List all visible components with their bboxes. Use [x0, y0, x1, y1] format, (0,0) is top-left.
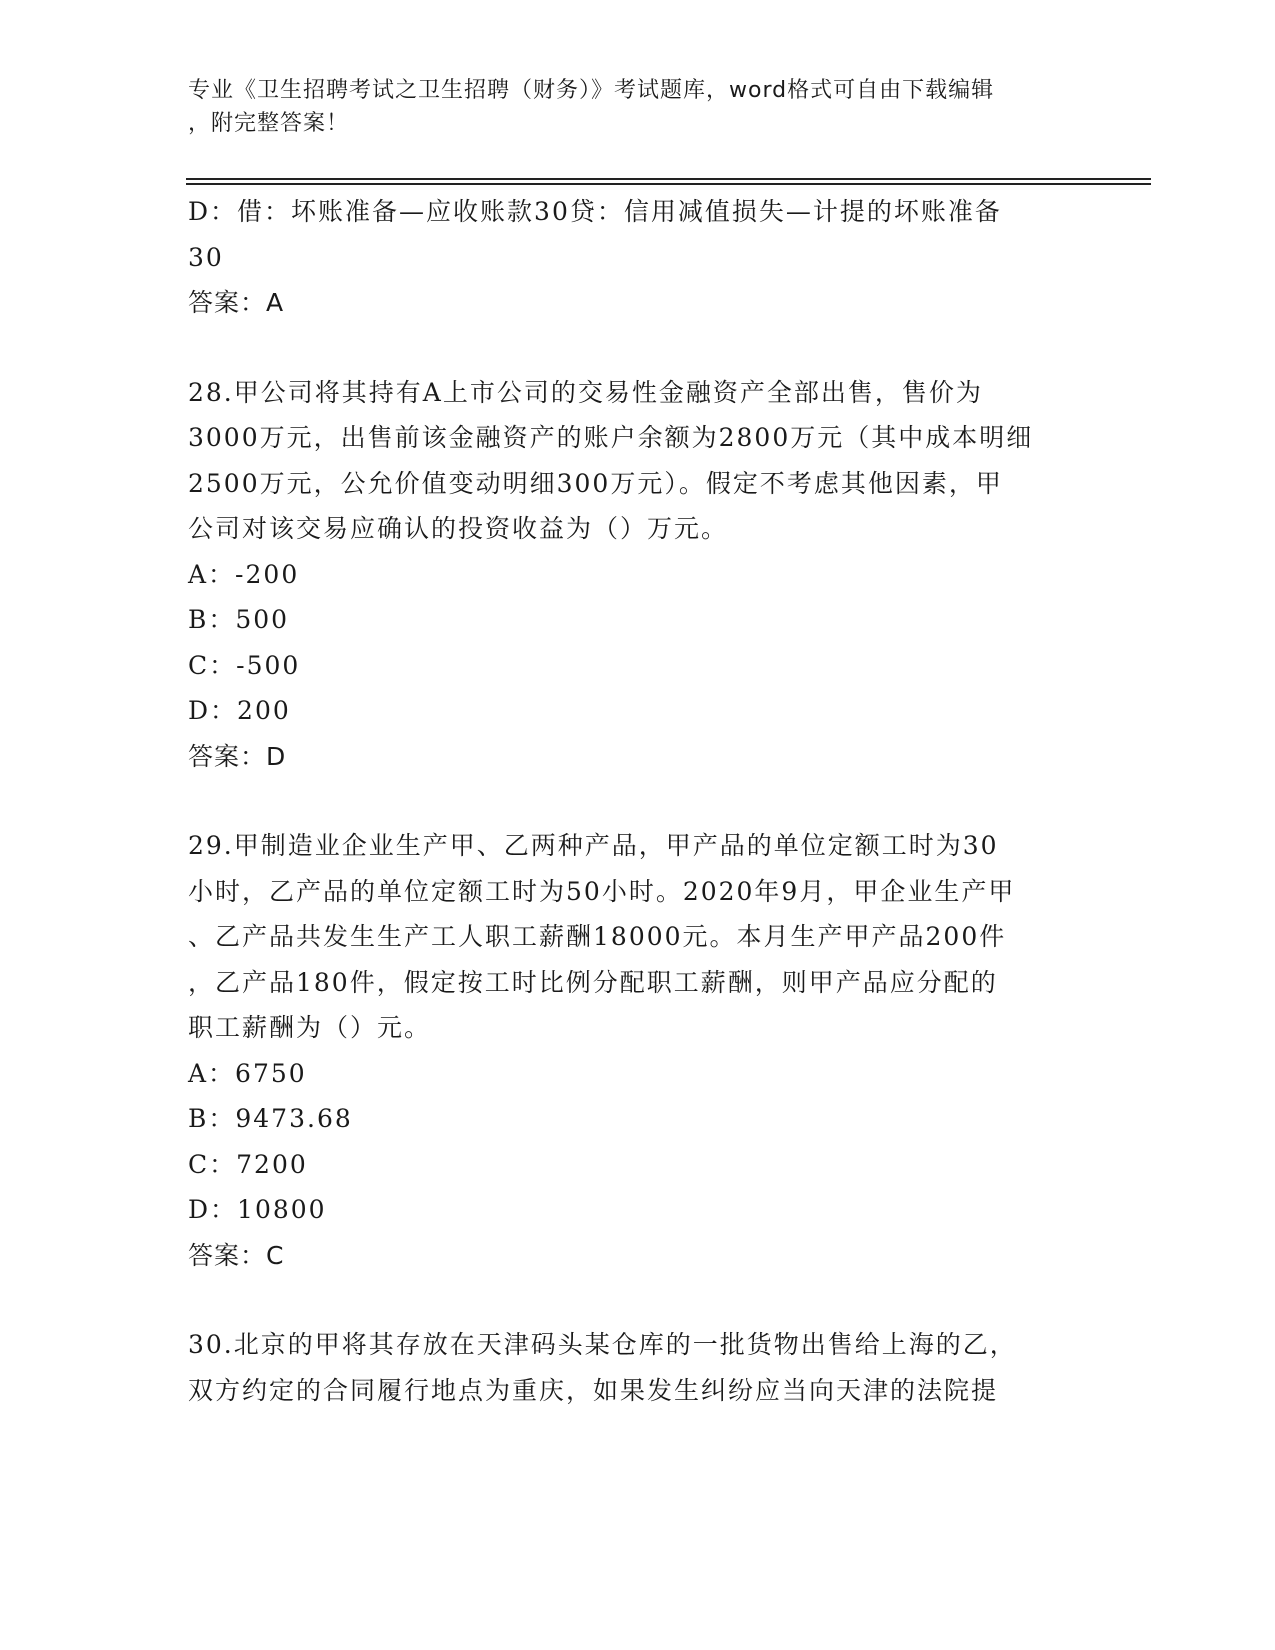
answer: 答案：C: [188, 1240, 285, 1270]
option-a: A：-200: [188, 559, 300, 589]
prev-question: [188, 189, 1088, 326]
header-line-1: 专业《卫生招聘考试之卫生招聘（财务）》考试题库，word格式可自由下载编辑: [188, 78, 995, 103]
question-stem-line: 双方约定的合同履行地点为重庆，如果发生纠纷应当向天津的法院提: [188, 1375, 999, 1405]
question-stem-line: 、乙产品共发生生产工人职工薪酬18000元。本月生产甲产品200件: [188, 922, 1007, 951]
spacer: [188, 1278, 1088, 1322]
option-d: D：借：坏账准备—应收账款30贷：信用减值损失—计提的坏账准备: [188, 197, 1002, 226]
question-stem-line: 3000万元，出售前该金融资产的账户余额为2800万元（其中成本明细: [188, 423, 1034, 452]
question-stem-line: ，乙产品180件，假定按工时比例分配职工薪酬，则甲产品应分配的: [188, 967, 998, 997]
option-a: A：6750: [188, 1058, 307, 1088]
question-28: [188, 370, 1088, 780]
spacer: [188, 326, 1088, 370]
document-body: [188, 189, 1088, 1413]
answer: 答案：D: [188, 741, 287, 771]
option-d-continued: 30: [188, 242, 224, 272]
option-b: B：9473.68: [188, 1104, 353, 1133]
question-stem-line: 28.甲公司将其持有A上市公司的交易性金融资产全部出售，售价为: [188, 377, 983, 407]
question-stem-line: 30.北京的甲将其存放在天津码头某仓库的一批货物出售给上海的乙，: [188, 1330, 1017, 1359]
question-stem-line: 29.甲制造业企业生产甲、乙两种产品，甲产品的单位定额工时为30: [188, 831, 999, 860]
question-stem-line: 职工薪酬为（）元。: [188, 1013, 432, 1042]
answer: 答案：A: [188, 288, 285, 317]
document-header: [188, 74, 1068, 140]
header-rule-top: [186, 178, 1151, 180]
question-29: [188, 823, 1088, 1278]
option-b: B：500: [188, 605, 290, 634]
question-stem-line: 2500万元，公允价值变动明细300万元）。假定不考虑其他因素，甲: [188, 468, 1003, 498]
option-c: C：-500: [188, 650, 301, 680]
option-c: C：7200: [188, 1149, 308, 1179]
option-d: D：10800: [188, 1195, 327, 1224]
spacer: [188, 779, 1088, 823]
option-d: D：200: [188, 696, 291, 725]
header-rule-bottom: [186, 183, 1151, 185]
question-stem-line: 公司对该交易应确认的投资收益为（）万元。: [188, 514, 729, 543]
question-stem-line: 小时，乙产品的单位定额工时为50小时。2020年9月，甲企业生产甲: [188, 876, 1016, 906]
question-30: [188, 1322, 1088, 1413]
header-line-2: ，附完整答案！: [188, 111, 350, 136]
